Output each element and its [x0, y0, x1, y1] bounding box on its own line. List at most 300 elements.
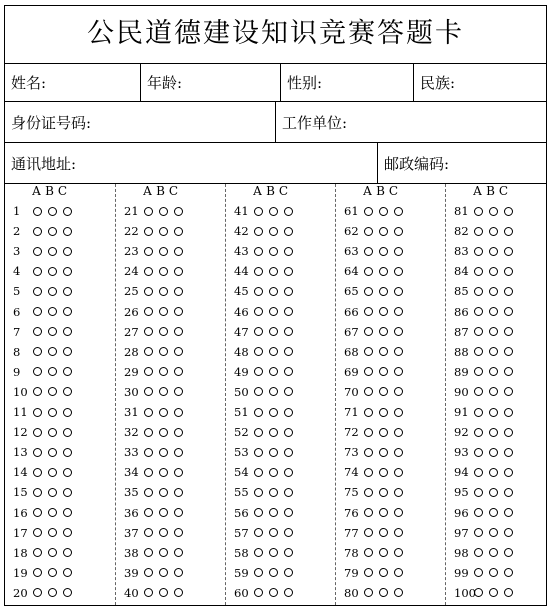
answer-bubble-a[interactable] — [144, 488, 153, 497]
answer-bubble-a[interactable] — [254, 287, 263, 296]
answer-bubble-b[interactable] — [379, 207, 388, 216]
answer-bubble-c[interactable] — [504, 387, 513, 396]
answer-bubble-a[interactable] — [144, 307, 153, 316]
age-field[interactable] — [140, 63, 280, 101]
answer-bubble-c[interactable] — [284, 468, 293, 477]
answer-bubble-a[interactable] — [144, 207, 153, 216]
answer-bubble-b[interactable] — [489, 448, 498, 457]
answer-bubble-c[interactable] — [394, 528, 403, 537]
answer-bubble-b[interactable] — [159, 327, 168, 336]
answer-bubble-b[interactable] — [159, 287, 168, 296]
answer-bubble-b[interactable] — [489, 588, 498, 597]
answer-bubble-c[interactable] — [284, 568, 293, 577]
answer-bubble-c[interactable] — [174, 448, 183, 457]
answer-bubble-a[interactable] — [474, 227, 483, 236]
answer-bubble-b[interactable] — [48, 327, 57, 336]
answer-bubble-c[interactable] — [174, 367, 183, 376]
answer-bubble-c[interactable] — [284, 428, 293, 437]
answer-bubble-b[interactable] — [379, 448, 388, 457]
answer-bubble-a[interactable] — [33, 387, 42, 396]
answer-bubble-c[interactable] — [174, 548, 183, 557]
answer-bubble-a[interactable] — [254, 428, 263, 437]
answer-bubble-b[interactable] — [379, 488, 388, 497]
answer-bubble-c[interactable] — [174, 267, 183, 276]
answer-bubble-c[interactable] — [63, 408, 72, 417]
answer-bubble-a[interactable] — [474, 568, 483, 577]
answer-bubble-a[interactable] — [254, 588, 263, 597]
answer-bubble-a[interactable] — [474, 267, 483, 276]
answer-bubble-a[interactable] — [364, 387, 373, 396]
answer-bubble-a[interactable] — [254, 528, 263, 537]
answer-bubble-a[interactable] — [364, 528, 373, 537]
answer-bubble-a[interactable] — [474, 307, 483, 316]
answer-bubble-b[interactable] — [48, 508, 57, 517]
answer-bubble-a[interactable] — [474, 408, 483, 417]
answer-bubble-c[interactable] — [394, 508, 403, 517]
answer-bubble-a[interactable] — [254, 267, 263, 276]
answer-bubble-a[interactable] — [474, 548, 483, 557]
address-field[interactable] — [5, 143, 377, 183]
answer-bubble-c[interactable] — [284, 347, 293, 356]
answer-bubble-a[interactable] — [364, 367, 373, 376]
answer-bubble-a[interactable] — [33, 588, 42, 597]
answer-bubble-a[interactable] — [33, 327, 42, 336]
answer-bubble-a[interactable] — [33, 227, 42, 236]
answer-bubble-c[interactable] — [284, 367, 293, 376]
answer-bubble-a[interactable] — [364, 287, 373, 296]
answer-bubble-b[interactable] — [269, 387, 278, 396]
answer-bubble-a[interactable] — [474, 367, 483, 376]
answer-bubble-c[interactable] — [394, 588, 403, 597]
answer-bubble-c[interactable] — [174, 408, 183, 417]
answer-bubble-c[interactable] — [174, 347, 183, 356]
answer-bubble-a[interactable] — [144, 548, 153, 557]
answer-bubble-a[interactable] — [33, 408, 42, 417]
answer-bubble-b[interactable] — [379, 387, 388, 396]
answer-bubble-c[interactable] — [63, 588, 72, 597]
answer-bubble-a[interactable] — [254, 347, 263, 356]
answer-bubble-b[interactable] — [379, 367, 388, 376]
answer-bubble-b[interactable] — [269, 307, 278, 316]
answer-bubble-c[interactable] — [504, 207, 513, 216]
answer-bubble-b[interactable] — [269, 247, 278, 256]
answer-bubble-c[interactable] — [63, 287, 72, 296]
answer-bubble-c[interactable] — [394, 448, 403, 457]
answer-bubble-a[interactable] — [144, 347, 153, 356]
answer-bubble-a[interactable] — [144, 267, 153, 276]
answer-bubble-c[interactable] — [394, 247, 403, 256]
answer-bubble-a[interactable] — [474, 588, 483, 597]
answer-bubble-b[interactable] — [159, 387, 168, 396]
answer-bubble-c[interactable] — [504, 227, 513, 236]
answer-bubble-b[interactable] — [379, 408, 388, 417]
answer-bubble-a[interactable] — [33, 367, 42, 376]
answer-bubble-b[interactable] — [379, 267, 388, 276]
answer-bubble-c[interactable] — [174, 327, 183, 336]
answer-bubble-c[interactable] — [394, 327, 403, 336]
answer-bubble-b[interactable] — [489, 287, 498, 296]
answer-bubble-b[interactable] — [489, 528, 498, 537]
answer-bubble-c[interactable] — [174, 307, 183, 316]
answer-bubble-b[interactable] — [48, 227, 57, 236]
answer-bubble-b[interactable] — [379, 568, 388, 577]
answer-bubble-b[interactable] — [269, 468, 278, 477]
answer-bubble-b[interactable] — [48, 408, 57, 417]
answer-bubble-a[interactable] — [144, 327, 153, 336]
answer-bubble-a[interactable] — [364, 207, 373, 216]
answer-bubble-b[interactable] — [489, 207, 498, 216]
answer-bubble-c[interactable] — [63, 387, 72, 396]
answer-bubble-a[interactable] — [254, 207, 263, 216]
answer-bubble-c[interactable] — [284, 207, 293, 216]
answer-bubble-b[interactable] — [269, 448, 278, 457]
answer-bubble-b[interactable] — [489, 508, 498, 517]
answer-bubble-a[interactable] — [144, 367, 153, 376]
answer-bubble-a[interactable] — [33, 528, 42, 537]
answer-bubble-c[interactable] — [284, 307, 293, 316]
answer-bubble-a[interactable] — [254, 548, 263, 557]
answer-bubble-c[interactable] — [504, 528, 513, 537]
answer-bubble-c[interactable] — [394, 488, 403, 497]
answer-bubble-a[interactable] — [254, 408, 263, 417]
answer-bubble-b[interactable] — [48, 367, 57, 376]
answer-bubble-a[interactable] — [474, 448, 483, 457]
answer-bubble-a[interactable] — [474, 428, 483, 437]
answer-bubble-c[interactable] — [63, 568, 72, 577]
answer-bubble-c[interactable] — [63, 307, 72, 316]
answer-bubble-b[interactable] — [379, 468, 388, 477]
answer-bubble-b[interactable] — [159, 468, 168, 477]
answer-bubble-b[interactable] — [48, 287, 57, 296]
answer-bubble-b[interactable] — [489, 387, 498, 396]
answer-bubble-b[interactable] — [48, 428, 57, 437]
answer-bubble-a[interactable] — [474, 247, 483, 256]
answer-bubble-c[interactable] — [504, 588, 513, 597]
answer-bubble-b[interactable] — [159, 448, 168, 457]
answer-bubble-c[interactable] — [504, 347, 513, 356]
answer-bubble-b[interactable] — [269, 327, 278, 336]
answer-bubble-b[interactable] — [269, 508, 278, 517]
answer-bubble-b[interactable] — [489, 468, 498, 477]
answer-bubble-c[interactable] — [174, 568, 183, 577]
answer-bubble-c[interactable] — [284, 267, 293, 276]
answer-bubble-b[interactable] — [489, 428, 498, 437]
answer-bubble-b[interactable] — [269, 367, 278, 376]
answer-bubble-b[interactable] — [269, 267, 278, 276]
answer-bubble-a[interactable] — [144, 428, 153, 437]
answer-bubble-b[interactable] — [159, 267, 168, 276]
answer-bubble-c[interactable] — [63, 327, 72, 336]
answer-bubble-c[interactable] — [174, 508, 183, 517]
answer-bubble-c[interactable] — [394, 347, 403, 356]
answer-bubble-a[interactable] — [144, 448, 153, 457]
answer-bubble-a[interactable] — [33, 267, 42, 276]
answer-bubble-b[interactable] — [489, 367, 498, 376]
ethnicity-field[interactable] — [413, 63, 546, 101]
answer-bubble-b[interactable] — [48, 347, 57, 356]
answer-bubble-b[interactable] — [48, 568, 57, 577]
answer-bubble-c[interactable] — [284, 327, 293, 336]
answer-bubble-c[interactable] — [284, 528, 293, 537]
answer-bubble-b[interactable] — [489, 568, 498, 577]
answer-bubble-a[interactable] — [33, 207, 42, 216]
answer-bubble-b[interactable] — [489, 307, 498, 316]
answer-bubble-b[interactable] — [159, 347, 168, 356]
answer-bubble-b[interactable] — [269, 428, 278, 437]
answer-bubble-a[interactable] — [254, 327, 263, 336]
answer-bubble-b[interactable] — [269, 488, 278, 497]
answer-bubble-a[interactable] — [364, 548, 373, 557]
answer-bubble-a[interactable] — [33, 508, 42, 517]
answer-bubble-c[interactable] — [284, 408, 293, 417]
answer-bubble-c[interactable] — [284, 488, 293, 497]
answer-bubble-b[interactable] — [489, 227, 498, 236]
answer-bubble-b[interactable] — [269, 528, 278, 537]
answer-bubble-c[interactable] — [284, 227, 293, 236]
answer-bubble-c[interactable] — [63, 227, 72, 236]
answer-bubble-a[interactable] — [144, 408, 153, 417]
answer-bubble-a[interactable] — [254, 488, 263, 497]
answer-bubble-a[interactable] — [364, 247, 373, 256]
answer-bubble-b[interactable] — [379, 307, 388, 316]
answer-bubble-b[interactable] — [379, 588, 388, 597]
answer-bubble-c[interactable] — [504, 508, 513, 517]
name-field[interactable] — [5, 63, 140, 101]
answer-bubble-c[interactable] — [284, 588, 293, 597]
answer-bubble-a[interactable] — [254, 247, 263, 256]
answer-bubble-c[interactable] — [394, 468, 403, 477]
answer-bubble-b[interactable] — [269, 347, 278, 356]
answer-bubble-c[interactable] — [63, 267, 72, 276]
answer-bubble-a[interactable] — [33, 428, 42, 437]
answer-bubble-c[interactable] — [174, 588, 183, 597]
answer-bubble-a[interactable] — [474, 488, 483, 497]
answer-bubble-a[interactable] — [364, 568, 373, 577]
answer-bubble-a[interactable] — [33, 568, 42, 577]
answer-bubble-a[interactable] — [144, 528, 153, 537]
answer-bubble-b[interactable] — [489, 488, 498, 497]
answer-bubble-a[interactable] — [364, 227, 373, 236]
answer-bubble-c[interactable] — [504, 408, 513, 417]
answer-bubble-b[interactable] — [269, 588, 278, 597]
answer-bubble-b[interactable] — [489, 327, 498, 336]
answer-bubble-a[interactable] — [474, 468, 483, 477]
answer-bubble-a[interactable] — [254, 568, 263, 577]
answer-bubble-c[interactable] — [63, 448, 72, 457]
answer-bubble-a[interactable] — [474, 327, 483, 336]
answer-bubble-c[interactable] — [174, 387, 183, 396]
answer-bubble-b[interactable] — [48, 307, 57, 316]
answer-bubble-b[interactable] — [159, 508, 168, 517]
answer-bubble-c[interactable] — [394, 568, 403, 577]
answer-bubble-c[interactable] — [504, 307, 513, 316]
answer-bubble-c[interactable] — [63, 247, 72, 256]
answer-bubble-a[interactable] — [364, 408, 373, 417]
answer-bubble-b[interactable] — [159, 568, 168, 577]
answer-bubble-a[interactable] — [254, 307, 263, 316]
answer-bubble-c[interactable] — [63, 367, 72, 376]
answer-bubble-c[interactable] — [284, 548, 293, 557]
answer-bubble-c[interactable] — [284, 247, 293, 256]
answer-bubble-b[interactable] — [489, 548, 498, 557]
answer-bubble-b[interactable] — [48, 528, 57, 537]
answer-bubble-b[interactable] — [48, 588, 57, 597]
answer-bubble-c[interactable] — [504, 428, 513, 437]
answer-bubble-b[interactable] — [159, 548, 168, 557]
answer-bubble-b[interactable] — [489, 347, 498, 356]
answer-bubble-c[interactable] — [394, 227, 403, 236]
answer-bubble-b[interactable] — [379, 287, 388, 296]
answer-bubble-a[interactable] — [144, 247, 153, 256]
answer-bubble-a[interactable] — [33, 548, 42, 557]
answer-bubble-a[interactable] — [474, 347, 483, 356]
answer-bubble-a[interactable] — [254, 227, 263, 236]
answer-bubble-c[interactable] — [63, 468, 72, 477]
answer-bubble-c[interactable] — [174, 247, 183, 256]
answer-bubble-c[interactable] — [63, 488, 72, 497]
answer-bubble-a[interactable] — [474, 287, 483, 296]
answer-bubble-c[interactable] — [394, 367, 403, 376]
answer-bubble-b[interactable] — [159, 588, 168, 597]
answer-bubble-b[interactable] — [269, 548, 278, 557]
answer-bubble-a[interactable] — [364, 448, 373, 457]
answer-bubble-c[interactable] — [394, 548, 403, 557]
answer-bubble-a[interactable] — [33, 468, 42, 477]
answer-bubble-c[interactable] — [394, 387, 403, 396]
answer-bubble-b[interactable] — [48, 468, 57, 477]
answer-bubble-b[interactable] — [159, 307, 168, 316]
answer-bubble-b[interactable] — [489, 408, 498, 417]
answer-bubble-c[interactable] — [174, 528, 183, 537]
answer-bubble-a[interactable] — [144, 508, 153, 517]
answer-bubble-a[interactable] — [364, 327, 373, 336]
answer-bubble-c[interactable] — [174, 227, 183, 236]
answer-bubble-b[interactable] — [269, 227, 278, 236]
answer-bubble-b[interactable] — [159, 227, 168, 236]
answer-bubble-c[interactable] — [504, 267, 513, 276]
work-unit-field[interactable] — [275, 102, 546, 142]
answer-bubble-b[interactable] — [269, 408, 278, 417]
answer-bubble-a[interactable] — [254, 468, 263, 477]
answer-bubble-c[interactable] — [394, 267, 403, 276]
answer-bubble-b[interactable] — [379, 227, 388, 236]
answer-bubble-c[interactable] — [174, 488, 183, 497]
answer-bubble-c[interactable] — [174, 287, 183, 296]
answer-bubble-b[interactable] — [48, 247, 57, 256]
answer-bubble-a[interactable] — [364, 488, 373, 497]
answer-bubble-b[interactable] — [269, 287, 278, 296]
answer-bubble-a[interactable] — [364, 347, 373, 356]
answer-bubble-a[interactable] — [254, 367, 263, 376]
answer-bubble-c[interactable] — [504, 548, 513, 557]
answer-bubble-c[interactable] — [174, 428, 183, 437]
answer-bubble-a[interactable] — [33, 247, 42, 256]
answer-bubble-c[interactable] — [63, 548, 72, 557]
answer-bubble-c[interactable] — [504, 568, 513, 577]
answer-bubble-a[interactable] — [144, 568, 153, 577]
answer-bubble-b[interactable] — [159, 207, 168, 216]
answer-bubble-a[interactable] — [144, 468, 153, 477]
answer-bubble-b[interactable] — [379, 528, 388, 537]
answer-bubble-c[interactable] — [63, 508, 72, 517]
answer-bubble-b[interactable] — [159, 408, 168, 417]
answer-bubble-a[interactable] — [144, 387, 153, 396]
answer-bubble-c[interactable] — [284, 387, 293, 396]
answer-bubble-a[interactable] — [364, 428, 373, 437]
answer-bubble-c[interactable] — [504, 468, 513, 477]
answer-bubble-a[interactable] — [254, 448, 263, 457]
answer-bubble-a[interactable] — [254, 387, 263, 396]
answer-bubble-b[interactable] — [379, 548, 388, 557]
answer-bubble-b[interactable] — [48, 207, 57, 216]
answer-bubble-b[interactable] — [48, 548, 57, 557]
answer-bubble-b[interactable] — [379, 327, 388, 336]
answer-bubble-c[interactable] — [394, 287, 403, 296]
answer-bubble-a[interactable] — [474, 508, 483, 517]
answer-bubble-a[interactable] — [144, 588, 153, 597]
answer-bubble-b[interactable] — [379, 347, 388, 356]
answer-bubble-b[interactable] — [269, 568, 278, 577]
answer-bubble-b[interactable] — [269, 207, 278, 216]
answer-bubble-c[interactable] — [63, 347, 72, 356]
answer-bubble-c[interactable] — [394, 307, 403, 316]
answer-bubble-c[interactable] — [504, 247, 513, 256]
answer-bubble-a[interactable] — [364, 588, 373, 597]
answer-bubble-a[interactable] — [33, 488, 42, 497]
answer-bubble-a[interactable] — [254, 508, 263, 517]
answer-bubble-c[interactable] — [284, 287, 293, 296]
answer-bubble-a[interactable] — [33, 307, 42, 316]
answer-bubble-a[interactable] — [474, 207, 483, 216]
answer-bubble-c[interactable] — [504, 367, 513, 376]
answer-bubble-a[interactable] — [144, 287, 153, 296]
answer-bubble-c[interactable] — [174, 468, 183, 477]
answer-bubble-b[interactable] — [379, 247, 388, 256]
id-number-field[interactable] — [5, 102, 275, 142]
answer-bubble-c[interactable] — [63, 528, 72, 537]
answer-bubble-c[interactable] — [504, 327, 513, 336]
answer-bubble-b[interactable] — [489, 267, 498, 276]
answer-bubble-c[interactable] — [394, 207, 403, 216]
answer-bubble-b[interactable] — [48, 488, 57, 497]
answer-bubble-b[interactable] — [159, 488, 168, 497]
answer-bubble-c[interactable] — [504, 488, 513, 497]
answer-bubble-b[interactable] — [379, 508, 388, 517]
answer-bubble-c[interactable] — [504, 448, 513, 457]
answer-bubble-a[interactable] — [364, 267, 373, 276]
answer-bubble-b[interactable] — [489, 247, 498, 256]
answer-bubble-c[interactable] — [63, 207, 72, 216]
answer-bubble-c[interactable] — [284, 448, 293, 457]
answer-bubble-c[interactable] — [394, 408, 403, 417]
gender-field[interactable] — [280, 63, 413, 101]
answer-bubble-a[interactable] — [144, 227, 153, 236]
answer-bubble-c[interactable] — [284, 508, 293, 517]
answer-bubble-a[interactable] — [364, 508, 373, 517]
answer-bubble-b[interactable] — [159, 528, 168, 537]
answer-bubble-c[interactable] — [174, 207, 183, 216]
answer-bubble-a[interactable] — [364, 307, 373, 316]
answer-bubble-b[interactable] — [48, 267, 57, 276]
answer-bubble-a[interactable] — [33, 347, 42, 356]
answer-bubble-b[interactable] — [48, 387, 57, 396]
answer-bubble-a[interactable] — [33, 448, 42, 457]
answer-bubble-b[interactable] — [48, 448, 57, 457]
answer-bubble-b[interactable] — [379, 428, 388, 437]
answer-bubble-a[interactable] — [364, 468, 373, 477]
answer-bubble-a[interactable] — [474, 528, 483, 537]
answer-bubble-c[interactable] — [63, 428, 72, 437]
